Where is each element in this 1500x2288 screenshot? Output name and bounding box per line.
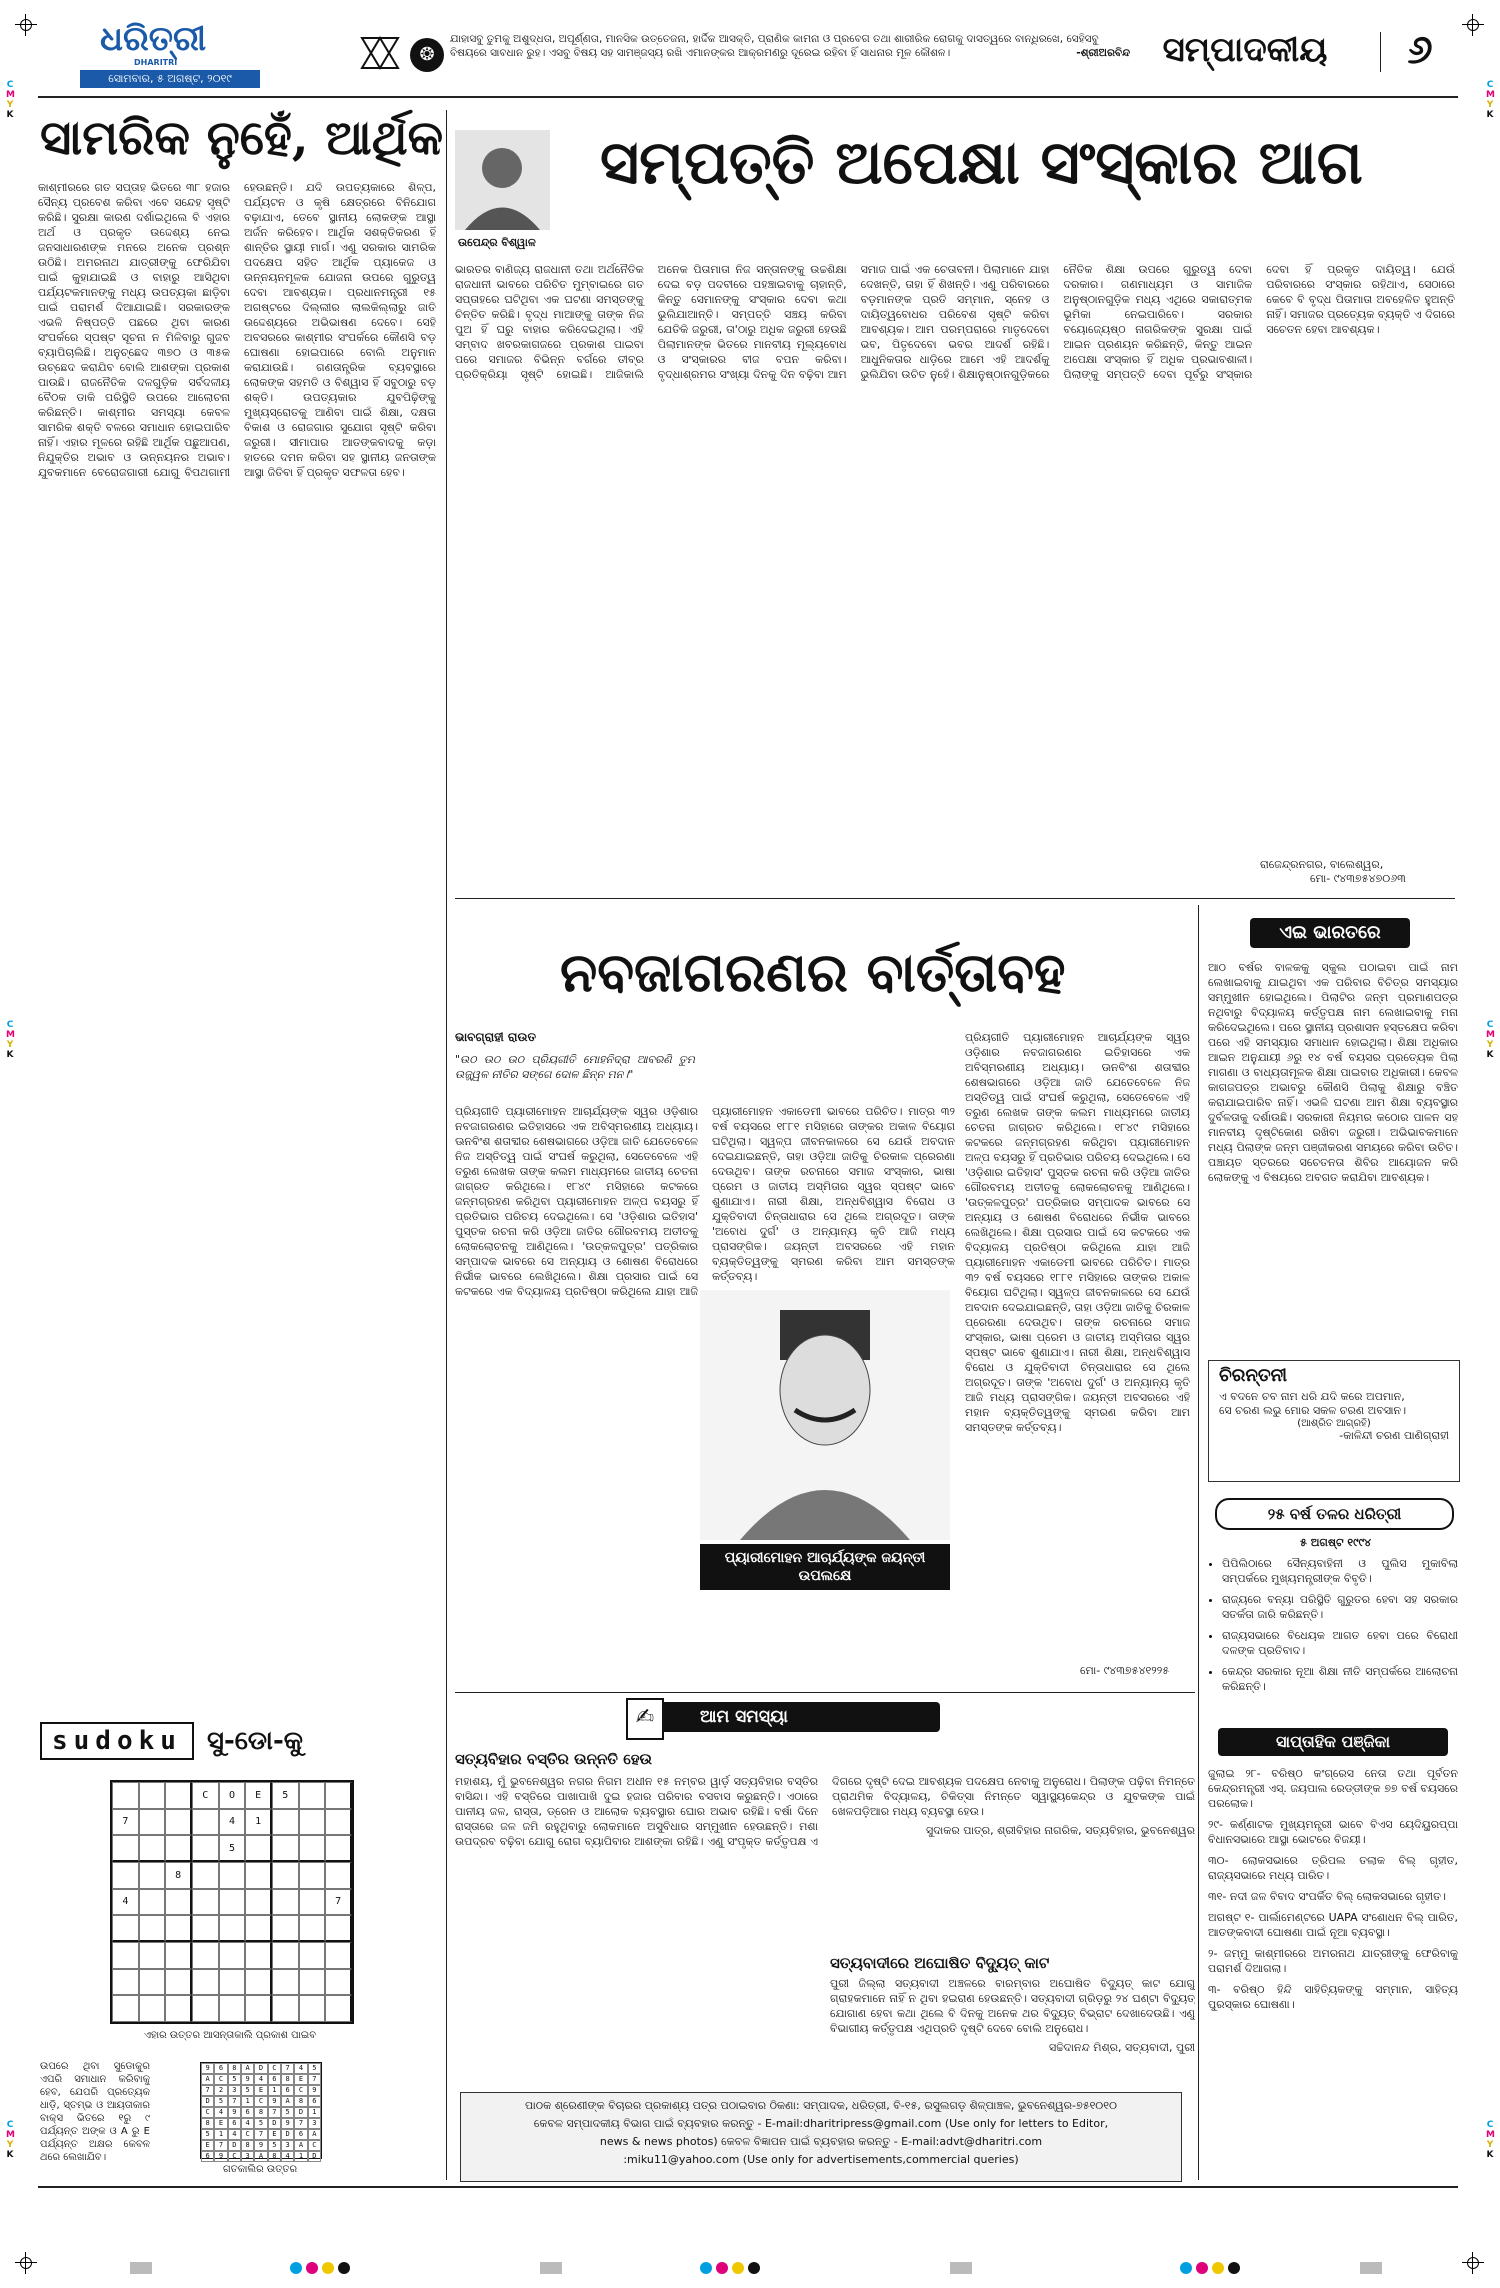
sudoku-cell bbox=[299, 1915, 326, 1942]
sudoku-cell bbox=[112, 1995, 139, 2022]
feature-photo bbox=[700, 1290, 950, 1590]
letter-1-title: ସତ୍ୟବିହାର ବସ୍ତିର ଉନ୍ନତି ହେଉ bbox=[455, 1750, 652, 1768]
sudoku-title bbox=[40, 1722, 303, 1760]
sudoku-answer-cell: 8 bbox=[201, 2118, 214, 2129]
sudoku-cell: 5 bbox=[272, 1782, 299, 1809]
sudoku-answer-cell: 3 bbox=[228, 2085, 241, 2096]
sudoku-cell: 4 bbox=[112, 1889, 139, 1916]
sudoku-answer-cell: C bbox=[201, 2107, 214, 2118]
sudoku-answer-cell: 7 bbox=[254, 2129, 267, 2140]
sudoku-cell bbox=[272, 1995, 299, 2022]
chirantani-author: -କାଳିନ୍ଦୀ ଚରଣ ପାଣିଗ୍ରାହୀ bbox=[1339, 1429, 1449, 1442]
author-name: ଉପେନ୍ଦ୍ର ବିଶ୍ୱାଳ bbox=[458, 236, 536, 249]
weekly-item: ୩- ବରିଷ୍ଠ ହିନ୍ଦି ସାହିତ୍ୟିକଙ୍କୁ ସମ୍ମାନ, ସାହିତ୍ୟ ପୁରସ୍କାର ଘୋଷଣା। bbox=[1208, 1983, 1458, 2011]
sudoku-title-local: ସୁ-ଡୋ-କୁ bbox=[207, 1726, 303, 1756]
sudoku-cell bbox=[272, 1942, 299, 1969]
sudoku-answer-cell: D bbox=[268, 2118, 281, 2129]
sudoku-answer-cell: 4 bbox=[254, 2074, 267, 2085]
sudoku-answer-cell: 2 bbox=[214, 2085, 227, 2096]
sudoku-cell: 1 bbox=[245, 1809, 272, 1836]
sudoku-answer-cell: E bbox=[294, 2074, 307, 2085]
sudoku-cell bbox=[245, 1862, 272, 1889]
sudoku-cell bbox=[219, 1995, 246, 2022]
column-text: ଭାରତର ବାଣିଜ୍ୟ ରାଜଧାନୀ ତଥା ଅର୍ଥନୈତିକ ରାଜଧାନୀ ଭାବରେ ପରିଚିତ ମୁମ୍ବାଇରେ ଗତ ସପ୍ତାହରେ ଘଟିଥିବା ଏକ ଘଟଣା ସମସ୍ତଙ୍କୁ ଚିନ୍ତିତ କରିଛି। ବୃଦ୍ଧ ମାଆଙ୍କୁ ତାଙ୍କ ନିଜ ପୁଅ ହିଁ ଘରୁ ବାହାର କରିଦେଇଥିଲା। ଏହି ସମ୍ବାଦ ଖବରକାଗଜରେ ପ୍ରକାଶ ପାଇବା ପରେ ସମାଜର ବିଭିନ୍ନ ବର୍ଗରେ ତୀବ୍ର ପ୍ରତିକ୍ରିୟା ସୃଷ୍ଟି ହୋଇଛି। ଆଜିକାଲି ଅନେକ ପିତାମାତା ନିଜ ସନ୍ତାନଙ୍କୁ ଉଚ୍ଚଶିକ୍ଷା ଦେଇ ବଡ଼ ପଦବୀରେ ପହଞ୍ଚାଇବାକୁ ଚାହାନ୍ତି, କିନ୍ତୁ ସେମାନଙ୍କୁ ସଂସ୍କାର ଦେବା କଥା ଭୁଲିଯାଆନ୍ତି। ସମ୍ପତ୍ତି ସଞ୍ଚୟ କରିବା ଯେତିକି ଜରୁରୀ, ତା'ଠାରୁ ଅଧିକ ଜରୁରୀ ହେଉଛି ପିଲାମାନଙ୍କ ଭିତରେ ମାନବୀୟ ମୂଲ୍ୟବୋଧ ଓ ସଂସ୍କାରର ବୀଜ ବପନ କରିବା। ବୃଦ୍ଧାଶ୍ରମର ସଂଖ୍ୟା ଦିନକୁ ଦିନ ବଢ଼ିବା ଆମ ସମାଜ ପାଇଁ ଏକ ଚେତାବନୀ। ପିଲାମାନେ ଯାହା ଦେଖନ୍ତି, ତାହା ହିଁ ଶିଖନ୍ତି। ଏଣୁ ପରିବାରରେ ବଡ଼ମାନଙ୍କ ପ୍ରତି ସମ୍ମାନ, ସ୍ନେହ ଓ ଦାୟିତ୍ୱବୋଧର ପରିବେଶ ସୃଷ୍ଟି କରିବା ଆବଶ୍ୟକ। ଆମ ପରମ୍ପରାରେ ମାତୃଦେବୋ ଭବ, ପିତୃଦେବୋ ଭବର ଆଦର୍ଶ ରହିଛି। ଆଧୁନିକତାର ଧାଡ଼ିରେ ଆମେ ଏହି ଆଦର୍ଶକୁ ଭୁଲିଯିବା ଉଚିତ ନୁହେଁ। ଶିକ୍ଷାନୁଷ୍ଠାନଗୁଡ଼ିକରେ ନୈତିକ ଶିକ୍ଷା ଉପରେ ଗୁରୁତ୍ୱ ଦେବା ଦରକାର। ଗଣମାଧ୍ୟମ ଓ ସାମାଜିକ ଅନୁଷ୍ଠାନଗୁଡ଼ିକ ମଧ୍ୟ ଏଥିରେ ସକାରାତ୍ମକ ଭୂମିକା ନେଇପାରିବେ। ସରକାର ବୟୋଜ୍ୟେଷ୍ଠ ନାଗରିକଙ୍କ ସୁରକ୍ଷା ପାଇଁ ଆଇନ ପ୍ରଣୟନ କରିଛନ୍ତି, କିନ୍ତୁ ଆଇନ ଅପେକ୍ଷା ସଂସ୍କାର ହିଁ ଅଧିକ ପ୍ରଭାବଶାଳୀ। ପିଲାଙ୍କୁ ସମ୍ପତ୍ତି ଦେବା ପୂର୍ବରୁ ସଂସ୍କାର ଦେବା ହିଁ ପ୍ରକୃତ ଦାୟିତ୍ୱ। ଯେଉଁ ପରିବାରରେ ସଂସ୍କାର ରହିଥାଏ, ସେଠାରେ କେବେ ବି ବୃଦ୍ଧ ପିତାମାତା ଅବହେଳିତ ହୁଅନ୍ତି ନାହିଁ। ସମାଜର ପ୍ରତ୍ୟେକ ବ୍ୟକ୍ତି ଏ ଦିଗରେ ସଚେତନ ହେବା ଆବଶ୍ୟକ। bbox=[455, 263, 1455, 381]
contact-footer bbox=[460, 2092, 1182, 2182]
sudoku-cell bbox=[165, 1782, 192, 1809]
registration-mark bbox=[1462, 14, 1484, 36]
column-headline: ସମ୍ପତ୍ତି ଅପେକ୍ଷା ସଂସ୍କାର ଆଗ bbox=[600, 128, 1363, 198]
sudoku-grid bbox=[110, 1780, 354, 2024]
aurobindo-symbol-icon bbox=[360, 36, 400, 70]
newspaper-logo bbox=[100, 20, 230, 68]
bottom-rule bbox=[38, 2186, 1458, 2188]
sudoku-previous-answer bbox=[200, 2062, 322, 2159]
sudoku-cell bbox=[299, 1782, 326, 1809]
sudoku-answer-cell: E bbox=[214, 2118, 227, 2129]
sudoku-cell bbox=[165, 1889, 192, 1916]
letter-2-text: ପୁରୀ ଜିଲ୍ଲା ସତ୍ୟବାଦୀ ଅଞ୍ଚଳରେ ବାରମ୍ବାର ଅଘୋଷିତ ବିଦ୍ୟୁତ୍ କାଟ ଯୋଗୁ ଗ୍ରାହକମାନେ ନାହିଁ ନ ଥିବା ହଇରାଣ ହେଉଛନ୍ତି। ସତ୍ୟବାଦୀ ଗ୍ରିଡ଼ରୁ ୨୪ ଘଣ୍ଟା ବିଦ୍ୟୁତ୍ ଯୋଗାଣ ହେବା କଥା ଥିଲେ ବି ଦିନକୁ ଅନେକ ଥର ବିଦ୍ୟୁତ୍ ବିଭ୍ରାଟ ଦେଖାଦେଉଛି। ଏଣୁ ବିଭାଗୀୟ କର୍ତ୍ତୃପକ୍ଷ ଏଥିପ୍ରତି ଦୃଷ୍ଟି ଦେବେ ବୋଲି ଅନୁରୋଧ। bbox=[830, 1977, 1195, 2035]
sudoku-answer-cell: 6 bbox=[201, 2151, 214, 2162]
sudoku-cell bbox=[272, 1862, 299, 1889]
sudoku-answer-cell: 6 bbox=[228, 2118, 241, 2129]
history-item: • ରାଜ୍ୟରେ ବନ୍ୟା ପରିସ୍ଥିତି ଗୁରୁତର ହେବା ସହ ସରକାର ସତର୍କତା ଜାରି କରିଛନ୍ତି। bbox=[1222, 1592, 1458, 1622]
sudoku-cell bbox=[112, 1782, 139, 1809]
sudoku-answer-cell: 4 bbox=[241, 2118, 254, 2129]
sudoku-answer-cell: A bbox=[241, 2063, 254, 2074]
sudoku-cell bbox=[272, 1915, 299, 1942]
color-dots bbox=[290, 2262, 350, 2274]
feature-text-cont: ପ୍ରିୟଗୀତି ପ୍ୟାରୀମୋହନ ଆଚାର୍ଯ୍ୟଙ୍କ ସ୍ୱର ଓଡ଼ିଶାର ନବଜାଗରଣର ଇତିହାସରେ ଏକ ଅବିସ୍ମରଣୀୟ ଅଧ୍ୟାୟ। ଊନବିଂଶ ଶତାବ୍ଦୀର ଶେଷଭାଗରେ ଓଡ଼ିଆ ଜାତି ଯେତେବେଳେ ନିଜ ଅସ୍ତିତ୍ୱ ପାଇଁ ସଂଘର୍ଷ କରୁଥିଲା, ସେତେବେଳେ ଏହି ତରୁଣ ଲେଖକ ତାଙ୍କ କଲମ ମାଧ୍ୟମରେ ଜାତୀୟ ଚେତନା ଜାଗ୍ରତ କରିଥିଲେ। ୧୮୪୯ ମସିହାରେ କଟକରେ ଜନ୍ମଗ୍ରହଣ କରିଥିବା ପ୍ୟାରୀମୋହନ ଅଳ୍ପ ବୟସରୁ ହିଁ ପ୍ରତିଭାର ପରିଚୟ ଦେଇଥିଲେ। ସେ 'ଓଡ଼ିଶାର ଇତିହାସ' ପୁସ୍ତକ ରଚନା କରି ଓଡ଼ିଆ ଜାତିର ଗୌରବମୟ ଅତୀତକୁ ଲୋକଲୋଚନକୁ ଆଣିଥିଲେ। 'ଉତ୍କଳପୁତ୍ର' ପତ୍ରିକାର ସମ୍ପାଦକ ଭାବରେ ସେ ଅନ୍ୟାୟ ଓ ଶୋଷଣ ବିରୋଧରେ ନିର୍ଭୀକ ଭାବରେ ଲେଖିଥିଲେ। ଶିକ୍ଷା ପ୍ରସାର ପାଇଁ ସେ କଟକରେ ଏକ ବିଦ୍ୟାଳୟ ପ୍ରତିଷ୍ଠା କରିଥିଲେ ଯାହା ଆଜି ପ୍ୟାରୀମୋହନ ଏକାଡେମୀ ଭାବରେ ପରିଚିତ। ମାତ୍ର ୩୨ ବର୍ଷ ବୟସରେ ୧୮୮୧ ମସିହାରେ ତାଙ୍କର ଅକାଳ ବିୟୋଗ ଘଟିଥିଲା। ସ୍ୱଳ୍ପ ଜୀବନକାଳରେ ସେ ଯେଉଁ ଅବଦାନ ଦେଇଯାଇଛନ୍ତି, ତାହା ଓଡ଼ିଆ ଜାତିକୁ ଚିରକାଳ ପ୍ରେରଣା ଦେଉଥିବ। ତାଙ୍କ ରଚନାରେ ସମାଜ ସଂସ୍କାର, ଭାଷା ପ୍ରେମ ଓ ଜାତୀୟ ଅସ୍ମିତାର ସ୍ୱର ସ୍ପଷ୍ଟ ଭାବେ ଶୁଣାଯାଏ। ନାରୀ ଶିକ୍ଷା, ଅନ୍ଧବିଶ୍ୱାସ ବିରୋଧ ଓ ଯୁକ୍ତିବାଦୀ ଚିନ୍ତାଧାରାର ସେ ଥିଲେ ଅଗ୍ରଦୂତ। ତାଙ୍କ 'ଅବୋଧ ଦୁର୍ଗ' ଓ ଅନ୍ୟାନ୍ୟ କୃତି ଆଜି ମଧ୍ୟ ପ୍ରାସଙ୍ଗିକ। ଜୟନ୍ତୀ ଅବସରରେ ଏହି ମହାନ ବ୍ୟକ୍ତିତ୍ୱଙ୍କୁ ସ୍ମରଣ କରିବା ଆମ ସମସ୍ତଙ୍କ କର୍ତ୍ତବ୍ୟ। bbox=[965, 1031, 1190, 1434]
sudoku-cell bbox=[325, 1915, 352, 1942]
sudoku-answer-cell: 5 bbox=[254, 2118, 267, 2129]
weekly-item: ଜୁଲାଇ ୨୮- ବରିଷ୍ଠ କଂଗ୍ରେସ ନେତା ତଥା ପୂର୍ବତନ କେନ୍ଦ୍ରମନ୍ତ୍ରୀ ଏସ୍. ଜୟପାଲ ରେଡ୍ଡୀଙ୍କ ୭୭ ବର୍ଷ ବୟସରେ ପରଲୋକ। bbox=[1208, 1767, 1458, 1810]
sudoku-answer-cell: 4 bbox=[281, 2151, 294, 2162]
sudoku-answer-cell: 6 bbox=[294, 2129, 307, 2140]
feature-intro: "ଉଠ ଉଠ ଉଠ ପ୍ରିୟଗୀତି ମୋହନିଦ୍ରା ଆବରଣି ତୁମ ଉଜ୍ଜ୍ୱଳ ନୀତିର ସଙ୍ଗେ ଦୋଳ ଛିନ୍ନ ମନ।" bbox=[455, 1053, 695, 1081]
letters-title: ଆମ ସମସ୍ୟା bbox=[700, 1707, 788, 1727]
sudoku-cell bbox=[192, 1862, 219, 1889]
sudoku-cell bbox=[325, 1969, 352, 1996]
sudoku-cell: C bbox=[192, 1782, 219, 1809]
footer-line-4: :miku11@yahoo.com (Use only for advertisements,commercial queries) bbox=[623, 2153, 1019, 2166]
history-item: • କେନ୍ଦ୍ର ସରକାର ନୂଆ ଶିକ୍ଷା ନୀତି ସମ୍ପର୍କରେ ଆଲୋଚନା କରିଛନ୍ତି। bbox=[1222, 1664, 1458, 1694]
sudoku-cell bbox=[165, 1809, 192, 1836]
sudoku-cell bbox=[299, 1969, 326, 1996]
registration-mark bbox=[15, 2252, 37, 2274]
sudoku-answer-cell: A bbox=[294, 2140, 307, 2151]
sudoku-answer-cell: 3 bbox=[281, 2140, 294, 2151]
sudoku-answer-cell: 7 bbox=[214, 2140, 227, 2151]
sudoku-cell bbox=[299, 1889, 326, 1916]
sudoku-cell bbox=[272, 1809, 299, 1836]
cmyk-marker: C M Y K bbox=[1486, 80, 1495, 120]
sudoku-answer-cell: E bbox=[201, 2140, 214, 2151]
sudoku-answer-cell: C bbox=[228, 2151, 241, 2162]
sudoku-cell bbox=[139, 1782, 166, 1809]
cmyk-marker: C M Y K bbox=[1486, 1020, 1495, 1060]
daily-quote bbox=[450, 32, 1130, 60]
sudoku-answer-cell: A bbox=[254, 2151, 267, 2162]
sudoku-cell bbox=[192, 1915, 219, 1942]
sudoku-cell bbox=[245, 1942, 272, 1969]
masthead-rule bbox=[38, 96, 1458, 98]
sudoku-answer-cell: 1 bbox=[308, 2107, 321, 2118]
sudoku-answer-cell: A bbox=[281, 2096, 294, 2107]
history-list bbox=[1208, 1556, 1458, 1701]
sudoku-cell bbox=[299, 1862, 326, 1889]
sudoku-answer-cell: A bbox=[308, 2129, 321, 2140]
column-author-phone: ମୋ- ୯୪୩୭୫୪୭୦୬୩ bbox=[1310, 872, 1406, 885]
sudoku-answer-cell: 6 bbox=[308, 2096, 321, 2107]
sudoku-answer-cell: 7 bbox=[228, 2096, 241, 2107]
weekly-title: ସାପ୍ତାହିକ ପଞ୍ଜିକା bbox=[1218, 1728, 1448, 1756]
sudoku-cell bbox=[112, 1862, 139, 1889]
feature-author-contact: ମୋ- ୯୪୩୭୫୪୧୨୨୫ bbox=[1080, 1664, 1170, 1677]
sudoku-cell: E bbox=[245, 1782, 272, 1809]
sudoku-answer-cell: 5 bbox=[268, 2140, 281, 2151]
chirantani-source: (ଆଶ୍ରିତ ଆଗ୍ରହି) bbox=[1297, 1418, 1371, 1429]
sudoku-answer-cell: 5 bbox=[241, 2085, 254, 2096]
registration-mark bbox=[1462, 2252, 1484, 2274]
letter-1-text: ମହାଶୟ, ମୁଁ ଭୁବନେଶ୍ୱର ନଗର ନିଗମ ଅଧୀନ ୧୫ ନମ୍ବର ୱାର୍ଡ଼ ସତ୍ୟବିହାର ବସ୍ତିର ବାସିନ୍ଦା। ଏହି ବସ୍ତିରେ ପାଖାପାଖି ଦୁଇ ହଜାର ପରିବାର ବସବାସ କରୁଛନ୍ତି। ଏଠାରେ ପାନୀୟ ଜଳ, ରାସ୍ତା, ଡ୍ରେନ ଓ ଆଲୋକ ବ୍ୟବସ୍ଥାର ଘୋର ଅଭାବ ରହିଛି। ବର୍ଷା ଦିନେ ରାସ୍ତାରେ ଜଳ ଜମି ରହୁଥିବାରୁ ଲୋକମାନେ ଅସୁବିଧାର ସମ୍ମୁଖୀନ ହେଉଛନ୍ତି। ମଶା ଉପଦ୍ରବ ବଢ଼ିବା ଯୋଗୁ ରୋଗ ବ୍ୟାପିବାର ଆଶଙ୍କା ରହିଛି। ଏଣୁ ସଂପୃକ୍ତ କର୍ତ୍ତୃପକ୍ଷ ଏ ଦିଗରେ ଦୃଷ୍ଟି ଦେଇ ଆବଶ୍ୟକ ପଦକ୍ଷେପ ନେବାକୁ ଅନୁରୋଧ। ପିଲାଙ୍କ ପଢ଼ିବା ନିମନ୍ତେ ପ୍ରାଥମିକ ବିଦ୍ୟାଳୟ, ଚିକିତ୍ସା ନିମନ୍ତେ ସ୍ୱାସ୍ଥ୍ୟକେନ୍ଦ୍ର ଓ ଯୁବକଙ୍କ ପାଇଁ ଖେଳପଡ଼ିଆର ମଧ୍ୟ ବ୍ୟବସ୍ଥା ହେଉ। bbox=[455, 1775, 1195, 1848]
sudoku-answer-cell: C bbox=[214, 2074, 227, 2085]
sudoku-answer-cell: 7 bbox=[281, 2063, 294, 2074]
letter-2-title: ସତ୍ୟବାଦୀରେ ଅଘୋଷିତ ବିଦ୍ୟୁତ୍ କାଟ bbox=[830, 1954, 1050, 1972]
sudoku-answer-cell: 4 bbox=[228, 2129, 241, 2140]
sudoku-answer-cell: 8 bbox=[281, 2074, 294, 2085]
sudoku-answer-cell: 1 bbox=[241, 2096, 254, 2107]
sudoku-answer-cell: 1 bbox=[214, 2129, 227, 2140]
sudoku-answer-cell: 5 bbox=[281, 2107, 294, 2118]
sudoku-cell bbox=[139, 1915, 166, 1942]
print-bar bbox=[950, 2262, 972, 2274]
logo-text: ଧରିତ୍ରୀ bbox=[100, 19, 207, 59]
cmyk-marker: C M Y K bbox=[1486, 2120, 1495, 2160]
sudoku-answer-cell: E bbox=[254, 2085, 267, 2096]
sudoku-cell bbox=[325, 1995, 352, 2022]
sudoku-answer-cell: A bbox=[201, 2074, 214, 2085]
letters-header bbox=[635, 1702, 940, 1732]
editorial-body bbox=[38, 180, 436, 1690]
sudoku-previous-label: ଗତକାଲିର ଉତ୍ତର bbox=[222, 2164, 298, 2175]
feature-author: ଭାବଗ୍ରାହୀ ରାଉତ bbox=[455, 1030, 537, 1044]
editorial-headline: ସାମରିକ ନୁହେଁ, ଆର୍ଥିକ bbox=[40, 110, 444, 166]
sudoku-cell bbox=[139, 1942, 166, 1969]
sudoku-cell bbox=[325, 1942, 352, 1969]
sudoku-cell: 4 bbox=[219, 1809, 246, 1836]
sudoku-cell bbox=[299, 1809, 326, 1836]
sudoku-title-en: sudoku bbox=[40, 1722, 194, 1760]
sudoku-answer-cell: 9 bbox=[268, 2096, 281, 2107]
sudoku-answer-cell: D bbox=[254, 2063, 267, 2074]
letters-icon: ✍ bbox=[626, 1698, 664, 1740]
sudoku-answer-cell: D bbox=[228, 2140, 241, 2151]
sudoku-answer-cell: 8 bbox=[254, 2107, 267, 2118]
sudoku-cell bbox=[192, 1835, 219, 1862]
sudoku-cell bbox=[192, 1942, 219, 1969]
sudoku-cell: 7 bbox=[325, 1889, 352, 1916]
sudoku-cell bbox=[165, 1915, 192, 1942]
weekly-item: ୩୧- ନଦୀ ଜଳ ବିବାଦ ସଂପର୍କିତ ବିଲ୍ ଲୋକସଭାରେ ଗୃହୀତ। bbox=[1208, 1890, 1446, 1903]
section-divider bbox=[1380, 32, 1381, 72]
sudoku-cell bbox=[192, 1889, 219, 1916]
cmyk-marker: C M Y K bbox=[6, 1020, 15, 1060]
sudoku-answer-cell: C bbox=[308, 2140, 321, 2151]
sudoku-cell bbox=[325, 1782, 352, 1809]
sudoku-answer-cell: C bbox=[241, 2129, 254, 2140]
feature-headline: ନବଜାଗରଣର ବାର୍ତ୍ତାବହ bbox=[560, 940, 1066, 1004]
sudoku-cell bbox=[272, 1835, 299, 1862]
sudoku-cell bbox=[325, 1809, 352, 1836]
quote-badge-icon: ❂ bbox=[410, 38, 444, 72]
print-bar bbox=[540, 2262, 562, 2274]
sudoku-answer-cell: 9 bbox=[228, 2107, 241, 2118]
sudoku-cell bbox=[272, 1889, 299, 1916]
sudoku-cell bbox=[112, 1942, 139, 1969]
weekly-item: ୨୯- କର୍ଣ୍ଣାଟକ ମୁଖ୍ୟମନ୍ତ୍ରୀ ଭାବେ ବିଏସ ୟେଦିୟୁରପ୍ପା ବିଧାନସଭାରେ ଆସ୍ଥା ଭୋଟରେ ବିଜୟୀ। bbox=[1208, 1818, 1458, 1846]
sudoku-cell bbox=[165, 1969, 192, 1996]
history-item: • ପିପିଲିଠାରେ ସୈନ୍ୟବାହିନୀ ଓ ପୁଲିସ ମୁକାବିଲା ସମ୍ପର୍କରେ ମୁଖ୍ୟମନ୍ତ୍ରୀଙ୍କ ବିବୃତି। bbox=[1222, 1556, 1458, 1586]
sudoku-answer-cell: 8 bbox=[294, 2096, 307, 2107]
sudoku-cell bbox=[165, 1995, 192, 2022]
sudoku-answer-note: ଏହାର ଉତ୍ତର ଆସନ୍ତାକାଲି ପ୍ରକାଶ ପାଇବ bbox=[143, 2030, 317, 2041]
sudoku-cell bbox=[112, 1969, 139, 1996]
sudoku-answer-cell: D bbox=[308, 2151, 321, 2162]
sudoku-answer-cell: C bbox=[268, 2063, 281, 2074]
sudoku-cell bbox=[219, 1862, 246, 1889]
sudoku-cell bbox=[112, 1835, 139, 1862]
letter-2-author: ସଚ୍ଚିଦାନନ୍ଦ ମିଶ୍ର, ସତ୍ୟବାଦୀ, ପୁରୀ bbox=[1049, 2041, 1195, 2054]
sudoku-cell bbox=[245, 1915, 272, 1942]
sudoku-cell: 8 bbox=[165, 1862, 192, 1889]
cmyk-marker: C M Y K bbox=[6, 80, 15, 120]
sudoku-cell: 5 bbox=[219, 1835, 246, 1862]
sudoku-answer-cell: 7 bbox=[294, 2118, 307, 2129]
sudoku-cell bbox=[325, 1835, 352, 1862]
sudoku-answer-cell: 5 bbox=[228, 2074, 241, 2085]
sudoku-cell bbox=[165, 1942, 192, 1969]
color-dots bbox=[700, 2262, 760, 2274]
letters-rule bbox=[455, 1692, 1195, 1693]
feature-body-right bbox=[965, 1030, 1190, 1660]
history-item: • ରାଜ୍ୟସଭାରେ ବିଧେୟକ ଆଗତ ହେବା ପରେ ବିରୋଧୀ ଦଳଙ୍କ ପ୍ରତିବାଦ। bbox=[1222, 1628, 1458, 1658]
history-date: ୫ ଅଗଷ୍ଟ ୧୯୯୪ bbox=[1300, 1536, 1372, 1549]
sudoku-answer-cell: 8 bbox=[241, 2140, 254, 2151]
sudoku-cell bbox=[219, 1889, 246, 1916]
chirantani-title: ଚିରନ୍ତନୀ bbox=[1219, 1365, 1288, 1386]
sudoku-answer-cell: 9 bbox=[214, 2151, 227, 2162]
sudoku-answer-cell: 7 bbox=[201, 2085, 214, 2096]
sudoku-answer-cell: C bbox=[254, 2096, 267, 2107]
section-title: ସମ୍ପାଦକୀୟ bbox=[1162, 30, 1328, 70]
column-body bbox=[455, 262, 1455, 872]
sudoku-answer-cell: 9 bbox=[201, 2063, 214, 2074]
sudoku-cell bbox=[219, 1942, 246, 1969]
sudoku-cell bbox=[192, 1995, 219, 2022]
history-title: ୨୫ ବର୍ଷ ତଳର ଧରିତ୍ରୀ bbox=[1215, 1498, 1454, 1530]
weekly-item: ୩୦- ଲୋକସଭାରେ ତ୍ରିପଲ ତଲାକ ବିଲ୍ ଗୃହୀତ, ରାଜ୍ୟସଭାରେ ମଧ୍ୟ ପାରିତ। bbox=[1208, 1854, 1458, 1882]
sudoku-answer-cell: 8 bbox=[268, 2151, 281, 2162]
sudoku-answer-cell: 4 bbox=[294, 2063, 307, 2074]
sudoku-cell bbox=[245, 1995, 272, 2022]
sudoku-answer-cell: D bbox=[201, 2096, 214, 2107]
sudoku-cell bbox=[299, 1995, 326, 2022]
color-dots bbox=[1180, 2262, 1240, 2274]
sudoku-answer-cell: E bbox=[268, 2129, 281, 2140]
sudoku-cell bbox=[245, 1889, 272, 1916]
page-number: ୬ bbox=[1407, 26, 1433, 73]
weekly-list bbox=[1208, 1766, 1458, 2166]
sudoku-answer-cell: 9 bbox=[308, 2085, 321, 2096]
sudoku-cell bbox=[139, 1995, 166, 2022]
footer-line-2: କେବଳ ସମ୍ପାଦକୀୟ ବିଭାଗ ପାଇଁ ବ୍ୟବହାର କରନ୍ତୁ - E-mail:dharitripress@gmail.com (Use only for letters to Editor, bbox=[533, 2117, 1109, 2130]
sudoku-cell bbox=[245, 1835, 272, 1862]
sudoku-cell bbox=[192, 1809, 219, 1836]
sudoku-answer-cell: D bbox=[294, 2107, 307, 2118]
footer-line-3: news & news photos) କେବଳ ବିଜ୍ଞାପନ ପାଇଁ ବ୍ୟବହାର କରନ୍ତୁ - E-mail:advt@dharitri.com bbox=[599, 2135, 1043, 2148]
this-day-body: ଆଠ ବର୍ଷର ବାଳକକୁ ସ୍କୁଲ ପଠାଇବା ପାଇଁ ନାମ ଲେଖାଇବାକୁ ଯାଇଥିବା ଏକ ପରିବାର ବିଚିତ୍ର ସମସ୍ୟାର ସମ୍ମୁଖୀନ ହୋଇଥିଲେ। ପିଲାଟିର ଜନ୍ମ ପ୍ରମାଣପତ୍ର ନଥିବାରୁ ବିଦ୍ୟାଳୟ କର୍ତ୍ତୃପକ୍ଷ ନାମ ଲେଖାଇବାକୁ ମନା କରିଦେଇଥିଲେ। ପରେ ସ୍ଥାନୀୟ ପ୍ରଶାସନ ହସ୍ତକ୍ଷେପ କରିବା ପରେ ଏହି ସମସ୍ୟାର ସମାଧାନ ହୋଇଥିଲା। ଶିକ୍ଷା ଅଧିକାର ଆଇନ ଅନୁଯାୟୀ ୬ରୁ ୧୪ ବର୍ଷ ବୟସର ପ୍ରତ୍ୟେକ ପିଲା ମାଗଣା ଓ ବାଧ୍ୟତାମୂଳକ ଶିକ୍ଷା ପାଇବାର ଅଧିକାରୀ। କେବଳ କାଗଜପତ୍ର ଅଭାବରୁ କୌଣସି ପିଲାକୁ ଶିକ୍ଷାରୁ ବଞ୍ଚିତ କରାଯାଇପାରିବ ନାହିଁ। ଏଭଳି ଘଟଣା ଆମ ଶିକ୍ଷା ବ୍ୟବସ୍ଥାର ଦୁର୍ବଳତାକୁ ଦର୍ଶାଉଛି। ସରକାରୀ ନିୟମର କଠୋର ପାଳନ ସହ ମାନବୀୟ ଦୃଷ୍ଟିକୋଣ ରଖିବା ଜରୁରୀ। ଅଭିଭାବକମାନେ ମଧ୍ୟ ପିଲାଙ୍କ ଜନ୍ମ ପଞ୍ଜୀକରଣ ସମୟରେ କରିବା ଉଚିତ। ପଞ୍ଚାୟତ ସ୍ତରରେ ସଚେତନତା ଶିବିର ଆୟୋଜନ କରି ଲୋକଙ୍କୁ ଏ ବିଷୟରେ ଅବଗତ କରାଯିବା ଆବଶ୍ୟକ। bbox=[1208, 961, 1458, 1184]
sudoku-answer-cell: 5 bbox=[214, 2096, 227, 2107]
feature-photo-caption: ପ୍ୟାରୀମୋହନ ଆଚାର୍ଯ୍ୟଙ୍କ ଜୟନ୍ତୀ ଉପଲକ୍ଷେ bbox=[700, 1544, 950, 1590]
sudoku-cell bbox=[325, 1862, 352, 1889]
sudoku-answer-cell: 6 bbox=[281, 2085, 294, 2096]
quote-author: -ଶ୍ରୀଅରବିନ୍ଦ bbox=[1076, 47, 1130, 59]
sudoku-cell bbox=[272, 1969, 299, 1996]
sudoku-answer-cell: 9 bbox=[254, 2140, 267, 2151]
footer-line-1: ପାଠକ ଶ୍ରେଣୀଙ୍କ ବିଚାରର ପ୍ରକାଶ୍ୟ ପତ୍ର ପଠାଇବାର ଠିକଣା: ସମ୍ପାଦକ, ଧରିତ୍ରୀ, ବି-୧୫, ରସୁଲଗଡ଼ ଶିଳ୍ପାଞ୍ଚଳ, ଭୁବନେଶ୍ୱର-୭୫୧୦୧୦ bbox=[525, 2099, 1117, 2112]
letter-2-body bbox=[830, 1976, 1195, 2076]
section-rule bbox=[455, 898, 1455, 899]
sudoku-answer-cell: 5 bbox=[308, 2063, 321, 2074]
registration-mark bbox=[15, 14, 37, 36]
column-divider bbox=[446, 110, 447, 2180]
sidebar-divider bbox=[1198, 905, 1199, 2180]
chirantani-line-1: ଏ ବଦନେ ଚବ ନାମ ଧରି ଯଦି କରେ ଅପମାନ, bbox=[1219, 1390, 1405, 1403]
sudoku-cell bbox=[139, 1969, 166, 1996]
sudoku-answer-cell: 1 bbox=[294, 2151, 307, 2162]
chirantani-line-2: ସେ ଚରଣ ଲଭୁ ମୋର ସକଳ ଚରଣ ଅବସାନ। bbox=[1219, 1404, 1407, 1417]
sudoku-answer-cell: 4 bbox=[214, 2107, 227, 2118]
sudoku-answer-cell: 5 bbox=[201, 2129, 214, 2140]
sudoku-answer-cell: 3 bbox=[241, 2151, 254, 2162]
sudoku-cell bbox=[299, 1942, 326, 1969]
letter-1-body bbox=[455, 1774, 1195, 1949]
sudoku-answer-cell: D bbox=[281, 2129, 294, 2140]
letter-1-author: ସୁଦାକର ପାତ୍ର, ଶ୍ରୀବିହାର ନାଗରିକ, ସତ୍ୟବିହାର, ଭୁବନେଶ୍ୱର bbox=[926, 1824, 1195, 1837]
column-author-address: ରାଜେନ୍ଦ୍ରନଗର, ବାଲେଶ୍ୱର, bbox=[1260, 858, 1384, 871]
sudoku-cell: 7 bbox=[112, 1809, 139, 1836]
sudoku-cell bbox=[139, 1862, 166, 1889]
sudoku-answer-cell: 6 bbox=[268, 2074, 281, 2085]
sudoku-cell bbox=[192, 1969, 219, 1996]
print-bar bbox=[130, 2262, 152, 2274]
sudoku-cell bbox=[165, 1835, 192, 1862]
sudoku-answer-cell: C bbox=[294, 2085, 307, 2096]
sudoku-cell bbox=[299, 1835, 326, 1862]
editorial-text: କାଶ୍ମୀରରେ ଗତ ସପ୍ତାହ ଭିତରେ ୩୮ ହଜାର ସୈନ୍ୟ ପ୍ରବେଶ କରିବା ଏବେ ସନ୍ଦେହ ସୃଷ୍ଟି କରିଛି। ସୁରକ୍ଷା କାରଣ ଦର୍ଶାଇଥିଲେ ବି ଏହାର ଅର୍ଥ ଓ ପ୍ରକୃତ ଉଦ୍ଦେଶ୍ୟ ନେଇ ଜନସାଧାରଣଙ୍କ ମନରେ ଅନେକ ପ୍ରଶ୍ନ ଉଠିଛି। ଅମରନାଥ ଯାତ୍ରୀଙ୍କୁ ଫେରିଯିବା ପାଇଁ କୁହାଯାଇଛି ଓ ବାହାରୁ ଆସିଥିବା ପର୍ଯ୍ୟଟକମାନଙ୍କୁ ମଧ୍ୟ ଉପତ୍ୟକା ଛାଡ଼ିବା ପାଇଁ ପରାମର୍ଶ ଦିଆଯାଇଛି। ସରକାରଙ୍କ ଏଭଳି ନିଷ୍ପତ୍ତି ପଛରେ ଥିବା କାରଣ ସଂପର୍କରେ ସ୍ପଷ୍ଟ ସୂଚନା ନ ମିଳିବାରୁ ଗୁଜବ ବ୍ୟାପିଚାଲିଛି। ଅନୁଚ୍ଛେଦ ୩୭୦ ଓ ୩୫କ ଉଚ୍ଛେଦ କରାଯିବ ବୋଲି ଆଶଙ୍କା ପ୍ରକାଶ ପାଉଛି। ରାଜନୈତିକ ଦଳଗୁଡ଼ିକ ସର୍ବଦଳୀୟ ବୈଠକ ଡାକି ପରିସ୍ଥିତି ଉପରେ ଆଲୋଚନା କରିଛନ୍ତି। କାଶ୍ମୀର ସମସ୍ୟା କେବଳ ସାମରିକ ଶକ୍ତି ବଳରେ ସମାଧାନ ହୋଇପାରିବ ନାହିଁ। ଏହାର ମୂଳରେ ରହିଛି ଆର୍ଥିକ ପଛୁଆପଣ, ନିଯୁକ୍ତିର ଅଭାବ ଓ ଉନ୍ନୟନର ଅଭାବ। ଯୁବକମାନେ ବେରୋଜଗାରୀ ଯୋଗୁ ବିପଥଗାମୀ ହେଉଛନ୍ତି। ଯଦି ଉପତ୍ୟକାରେ ଶିଳ୍ପ, ପର୍ଯ୍ୟଟନ ଓ କୃଷି କ୍ଷେତ୍ରରେ ବିନିଯୋଗ ବଢ଼ାଯାଏ, ତେବେ ସ୍ଥାନୀୟ ଲୋକଙ୍କ ଆସ୍ଥା ଅର୍ଜନ କରିହେବ। ଆର୍ଥିକ ସଶକ୍ତିକରଣ ହିଁ ଶାନ୍ତିର ସ୍ଥାୟୀ ମାର୍ଗ। ଏଣୁ ସରକାର ସାମରିକ ପଦକ୍ଷେପ ସହିତ ଆର୍ଥିକ ପ୍ୟାକେଜ ଓ ଉନ୍ନୟନମୂଳକ ଯୋଜନା ଉପରେ ଗୁରୁତ୍ୱ ଦେବା ଆବଶ୍ୟକ। ପ୍ରଧାନମନ୍ତ୍ରୀ ୧୫ ଅଗଷ୍ଟରେ ଦିଲ୍ଲୀର ଲାଲକିଲ୍ଲାରୁ ଜାତି ଉଦ୍ଦେଶ୍ୟରେ ଅଭିଭାଷଣ ଦେବେ। ସେହି ଅବସରରେ କାଶ୍ମୀର ସଂପର୍କରେ କୌଣସି ବଡ଼ ଘୋଷଣା ହୋଇପାରେ ବୋଲି ଅନୁମାନ କରାଯାଉଛି। ଗଣତାନ୍ତ୍ରିକ ବ୍ୟବସ୍ଥାରେ ଲୋକଙ୍କ ସହମତି ଓ ବିଶ୍ୱାସ ହିଁ ସବୁଠାରୁ ବଡ଼ ଶକ୍ତି। ଉପତ୍ୟକାର ଯୁବପିଢ଼ିଙ୍କୁ ମୁଖ୍ୟସ୍ରୋତକୁ ଆଣିବା ପାଇଁ ଶିକ୍ଷା, ଦକ୍ଷତା ବିକାଶ ଓ ରୋଜଗାର ସୁଯୋଗ ସୃଷ୍ଟି କରିବା ଜରୁରୀ। ସୀମାପାର ଆତଙ୍କବାଦକୁ କଡ଼ା ହାତରେ ଦମନ କରିବା ସହ ସ୍ଥାନୀୟ ଜନତାଙ୍କ ଆସ୍ଥା ଜିତିବା ହିଁ ପ୍ରକୃତ ସଫଳତା ହେବ। bbox=[38, 181, 436, 479]
chirantani-box bbox=[1208, 1360, 1460, 1482]
sudoku-answer-cell: 9 bbox=[281, 2118, 294, 2129]
quote-text: ଯାହାସବୁ ତୁମକୁ ଅଶୁଦ୍ଧତା, ଅପୂର୍ଣ୍ଣତା, ମାନସିକ ଉତ୍ତେଜନା, ହାର୍ଦ୍ଦିକ ଆସକ୍ତି, ପ୍ରାଣିକ କାମନା ଓ ପ୍ରବେଗ ତଥା ଶାରୀରିକ ରୋଗକୁ ଦାସତ୍ୱରେ ବାନ୍ଧିରଖେ, ସେହିସବୁ ବିଷୟରେ ସାବଧାନ ରୁହ। ଏସବୁ ବିଷୟ ସହ ସାମଞ୍ଜସ୍ୟ ରଖି ଏମାନଙ୍କର ଆକ୍ରମଣରୁ ଦୂରେଇ ରହିବା ହିଁ ସାଧନାର ମୂଳ କୌଶଳ। bbox=[450, 33, 1099, 59]
sudoku-answer-cell: 7 bbox=[308, 2074, 321, 2085]
sudoku-answer-cell: 9 bbox=[241, 2074, 254, 2085]
sudoku-answer-cell: 7 bbox=[268, 2107, 281, 2118]
issue-date: ସୋମବାର, ୫ ଅଗଷ୍ଟ, ୨୦୧୯ bbox=[108, 72, 232, 85]
author-photo bbox=[455, 130, 550, 230]
weekly-item: ୨- ଜମ୍ମୁ କାଶ୍ମୀରରେ ଅମରନାଥ ଯାତ୍ରୀଙ୍କୁ ଫେରିବାକୁ ପରାମର୍ଶ ଦିଆଗଲା। bbox=[1208, 1947, 1458, 1975]
sudoku-cell bbox=[139, 1889, 166, 1916]
sudoku-answer-cell: 6 bbox=[214, 2063, 227, 2074]
sudoku-cell bbox=[112, 1915, 139, 1942]
sudoku-cell bbox=[219, 1969, 246, 1996]
sudoku-answer-cell: 8 bbox=[228, 2063, 241, 2074]
this-day-title: ଏଇ ଭାରତରେ bbox=[1250, 918, 1410, 948]
sudoku-answer-cell: 6 bbox=[241, 2107, 254, 2118]
sudoku-answer-cell: 1 bbox=[268, 2085, 281, 2096]
sudoku-cell: O bbox=[219, 1782, 246, 1809]
sudoku-answer-cell: 3 bbox=[308, 2118, 321, 2129]
sudoku-instructions: ଉପରେ ଥିବା ସୁଡୋକୁର ଏପରି ସମାଧାନ କରିବାକୁ ହେବ, ଯେପରି ପ୍ରତ୍ୟେକ ଧାଡ଼ି, ସ୍ତମ୍ଭ ଓ ଆୟତାକାର ବାକ୍ସ ଭିତରେ ୧ରୁ ୯ ପର୍ଯ୍ୟନ୍ତ ଅଙ୍କ ଓ A ରୁ E ପର୍ଯ୍ୟନ୍ତ ଅକ୍ଷର କେବଳ ଥରେ ଲେଖାଯିବ। bbox=[40, 2061, 150, 2163]
cmyk-marker: C M Y K bbox=[6, 2120, 15, 2160]
sudoku-cell bbox=[139, 1835, 166, 1862]
sudoku-cell bbox=[219, 1915, 246, 1942]
weekly-item: ଅଗଷ୍ଟ ୧- ପାର୍ଲାମେଣ୍ଟରେ UAPA ସଂଶୋଧନ ବିଲ୍ ପାରିତ, ଆତଙ୍କବାଦୀ ଘୋଷଣା ପାଇଁ ନୂଆ ବ୍ୟବସ୍ଥା। bbox=[1208, 1911, 1458, 1939]
logo-subtext: DHARITRI bbox=[134, 58, 178, 67]
date-bar bbox=[80, 70, 260, 88]
feature-text: ପ୍ରିୟଗୀତି ପ୍ୟାରୀମୋହନ ଆଚାର୍ଯ୍ୟଙ୍କ ସ୍ୱର ଓଡ଼ିଶାର ନବଜାଗରଣର ଇତିହାସରେ ଏକ ଅବିସ୍ମରଣୀୟ ଅଧ୍ୟାୟ। ଊନବିଂଶ ଶତାବ୍ଦୀର ଶେଷଭାଗରେ ଓଡ଼ିଆ ଜାତି ଯେତେବେଳେ ନିଜ ଅସ୍ତିତ୍ୱ ପାଇଁ ସଂଘର୍ଷ କରୁଥିଲା, ସେତେବେଳେ ଏହି ତରୁଣ ଲେଖକ ତାଙ୍କ କଲମ ମାଧ୍ୟମରେ ଜାତୀୟ ଚେତନା ଜାଗ୍ରତ କରିଥିଲେ। ୧୮୪୯ ମସିହାରେ କଟକରେ ଜନ୍ମଗ୍ରହଣ କରିଥିବା ପ୍ୟାରୀମୋହନ ଅଳ୍ପ ବୟସରୁ ହିଁ ପ୍ରତିଭାର ପରିଚୟ ଦେଇଥିଲେ। ସେ 'ଓଡ଼ିଶାର ଇତିହାସ' ପୁସ୍ତକ ରଚନା କରି ଓଡ଼ିଆ ଜାତିର ଗୌରବମୟ ଅତୀତକୁ ଲୋକଲୋଚନକୁ ଆଣିଥିଲେ। 'ଉତ୍କଳପୁତ୍ର' ପତ୍ରିକାର ସମ୍ପାଦକ ଭାବରେ ସେ ଅନ୍ୟାୟ ଓ ଶୋଷଣ ବିରୋଧରେ ନିର୍ଭୀକ ଭାବରେ ଲେଖିଥିଲେ। ଶିକ୍ଷା ପ୍ରସାର ପାଇଁ ସେ କଟକରେ ଏକ ବିଦ୍ୟାଳୟ ପ୍ରତିଷ୍ଠା କରିଥିଲେ ଯାହା ଆଜି ପ୍ୟାରୀମୋହନ ଏକାଡେମୀ ଭାବରେ ପରିଚିତ। ମାତ୍ର ୩୨ ବର୍ଷ ବୟସରେ ୧୮୮୧ ମସିହାରେ ତାଙ୍କର ଅକାଳ ବିୟୋଗ ଘଟିଥିଲା। ସ୍ୱଳ୍ପ ଜୀବନକାଳରେ ସେ ଯେଉଁ ଅବଦାନ ଦେଇଯାଇଛନ୍ତି, ତାହା ଓଡ଼ିଆ ଜାତିକୁ ଚିରକାଳ ପ୍ରେରଣା ଦେଉଥିବ। ତାଙ୍କ ରଚନାରେ ସମାଜ ସଂସ୍କାର, ଭାଷା ପ୍ରେମ ଓ ଜାତୀୟ ଅସ୍ମିତାର ସ୍ୱର ସ୍ପଷ୍ଟ ଭାବେ ଶୁଣାଯାଏ। ନାରୀ ଶିକ୍ଷା, ଅନ୍ଧବିଶ୍ୱାସ ବିରୋଧ ଓ ଯୁକ୍ତିବାଦୀ ଚିନ୍ତାଧାରାର ସେ ଥିଲେ ଅଗ୍ରଦୂତ। ତାଙ୍କ 'ଅବୋଧ ଦୁର୍ଗ' ଓ ଅନ୍ୟାନ୍ୟ କୃତି ଆଜି ମଧ୍ୟ ପ୍ରାସଙ୍ଗିକ। ଜୟନ୍ତୀ ଅବସରରେ ଏହି ମହାନ ବ୍ୟକ୍ତିତ୍ୱଙ୍କୁ ସ୍ମରଣ କରିବା ଆମ ସମସ୍ତଙ୍କ କର୍ତ୍ତବ୍ୟ। bbox=[455, 1105, 955, 1298]
sudoku-cell bbox=[139, 1809, 166, 1836]
print-bar bbox=[1360, 2262, 1382, 2274]
sudoku-cell bbox=[245, 1969, 272, 1996]
